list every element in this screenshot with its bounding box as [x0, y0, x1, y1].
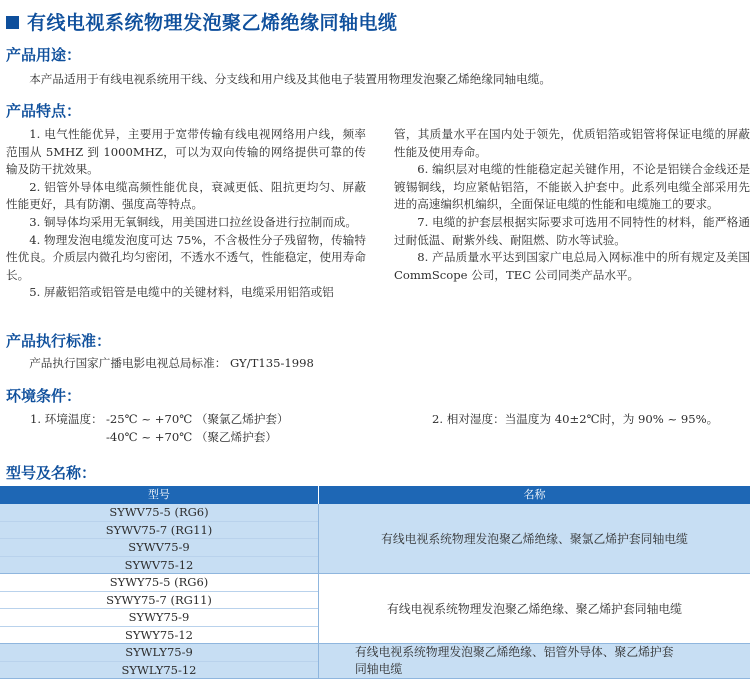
group-name-pvc: 有线电视系统物理发泡聚乙烯绝缘、聚氯乙烯护套同轴电缆	[381, 532, 688, 546]
env-humidity: 2. 相对湿度：当温度为 40±2℃时，为 90% ~ 95%。	[432, 412, 719, 426]
env-temp-pe: -40℃ ~ +70℃ （聚乙烯护套）	[106, 430, 278, 444]
table-row: SYWV75-5 (RG6)	[0, 504, 318, 522]
standard-text-block	[6, 355, 746, 373]
table-group-aluminum	[0, 644, 750, 679]
standard-text: 产品执行国家广播电影电视总局标准： GY/T135-1998	[29, 356, 314, 370]
col-model-header: 型号	[0, 486, 319, 504]
env-temp-label: 1. 环境温度：	[30, 412, 103, 426]
feature-5-start: 5. 屏蔽铝箔或铝管是电缆中的关键材料，电缆采用铝箔或铝	[29, 285, 334, 300]
feature-8: 8. 产品质量水平达到国家广电总局入网标准中的所有规定及美国 CommScope 公司，TEC 公司同类产品水平。	[394, 250, 750, 282]
title-square-icon	[6, 16, 19, 29]
usage-heading: 产品用途：	[6, 46, 82, 64]
table-row: SYWLY75-12	[121, 662, 197, 677]
page-title: 有线电视系统物理发泡聚乙烯绝缘同轴电缆	[27, 11, 398, 34]
group-name-pe: 有线电视系统物理发泡聚乙烯绝缘、聚乙烯护套同轴电缆	[387, 602, 682, 616]
table-header	[0, 486, 750, 504]
group-name-aluminum-text: 有线电视系统物理发泡聚乙烯绝缘、铝管外导体、聚乙烯护套同轴电缆	[355, 645, 674, 676]
table-row: SYWV75-12	[124, 557, 194, 572]
feature-4: 4. 物理发泡电缆发泡度可达 75%，不含极性分子残留物，传输特性优良。介质层内微孔均匀密闭，不透水不透气，性能稳定，使用寿命长。	[6, 232, 366, 282]
table-row: SYWY75-9	[0, 609, 318, 627]
table-group-pe	[0, 574, 750, 644]
feature-2: 2. 铝管外导体电缆高频性能优良，衰减更低、阻抗更均匀、屏蔽性能更好，具有防潮、强度高等特点。	[6, 179, 366, 212]
usage-text-block	[6, 71, 746, 89]
table-row: SYWY75-12	[124, 627, 194, 642]
feature-5-end: 管，其质量水平在国内处于领先，优质铝箔或铝管将保证电缆的屏蔽性能及使用寿命。	[394, 127, 750, 159]
standard-heading: 产品执行标准：	[6, 332, 112, 350]
table-row: SYWV75-7 (RG11)	[0, 522, 318, 540]
table-group-pvc	[0, 504, 750, 574]
feature-6: 6. 编织层对电缆的性能稳定起关键作用，不论是铝镁合金线还是镀锡铜线，均应紧帖铝箔，不能嵌入护套中。此系列电缆全部采用先进的高速编织机编织，全面保证电缆的性能和电缆施工的要求。	[394, 162, 750, 212]
col-name-header: 名称	[523, 488, 546, 501]
table-row: SYWY75-7 (RG11)	[0, 592, 318, 610]
feature-7: 7. 电缆的护套层根据实际要求可选用不同特性的材料，能严格通过耐低温、耐紫外线、耐阻燃、防水等试验。	[394, 214, 750, 247]
env-temp-pvc: -25℃ ~ +70℃ （聚氯乙烯护套）	[106, 412, 289, 426]
usage-text: 本产品适用于有线电视系统用干线、分支线和用户线及其他电子装置用物理发泡聚乙烯绝缘同轴电缆。	[29, 72, 551, 86]
models-table	[0, 486, 750, 679]
models-heading: 型号及名称：	[6, 464, 97, 482]
environment-block	[6, 411, 746, 447]
feature-1: 1. 电气性能优异，主要用于宽带传输有线电视网络用户线，频率范围从 5MHZ 到 1000MHZ，可以为双向传输的网络提供可靠的传输及防干扰效果。	[6, 127, 366, 177]
features-left-column	[6, 126, 366, 302]
page-title-bar	[6, 4, 398, 38]
features-right-column	[394, 126, 750, 284]
environment-heading: 环境条件：	[6, 387, 82, 405]
table-row: SYWV75-9	[0, 539, 318, 557]
table-row: SYWY75-5 (RG6)	[0, 574, 318, 592]
feature-3: 3. 铜导体均采用无氧铜线，用美国进口拉丝设备进行拉制而成。	[29, 214, 357, 229]
table-row: SYWLY75-9	[0, 644, 318, 662]
features-heading: 产品特点：	[6, 102, 82, 120]
